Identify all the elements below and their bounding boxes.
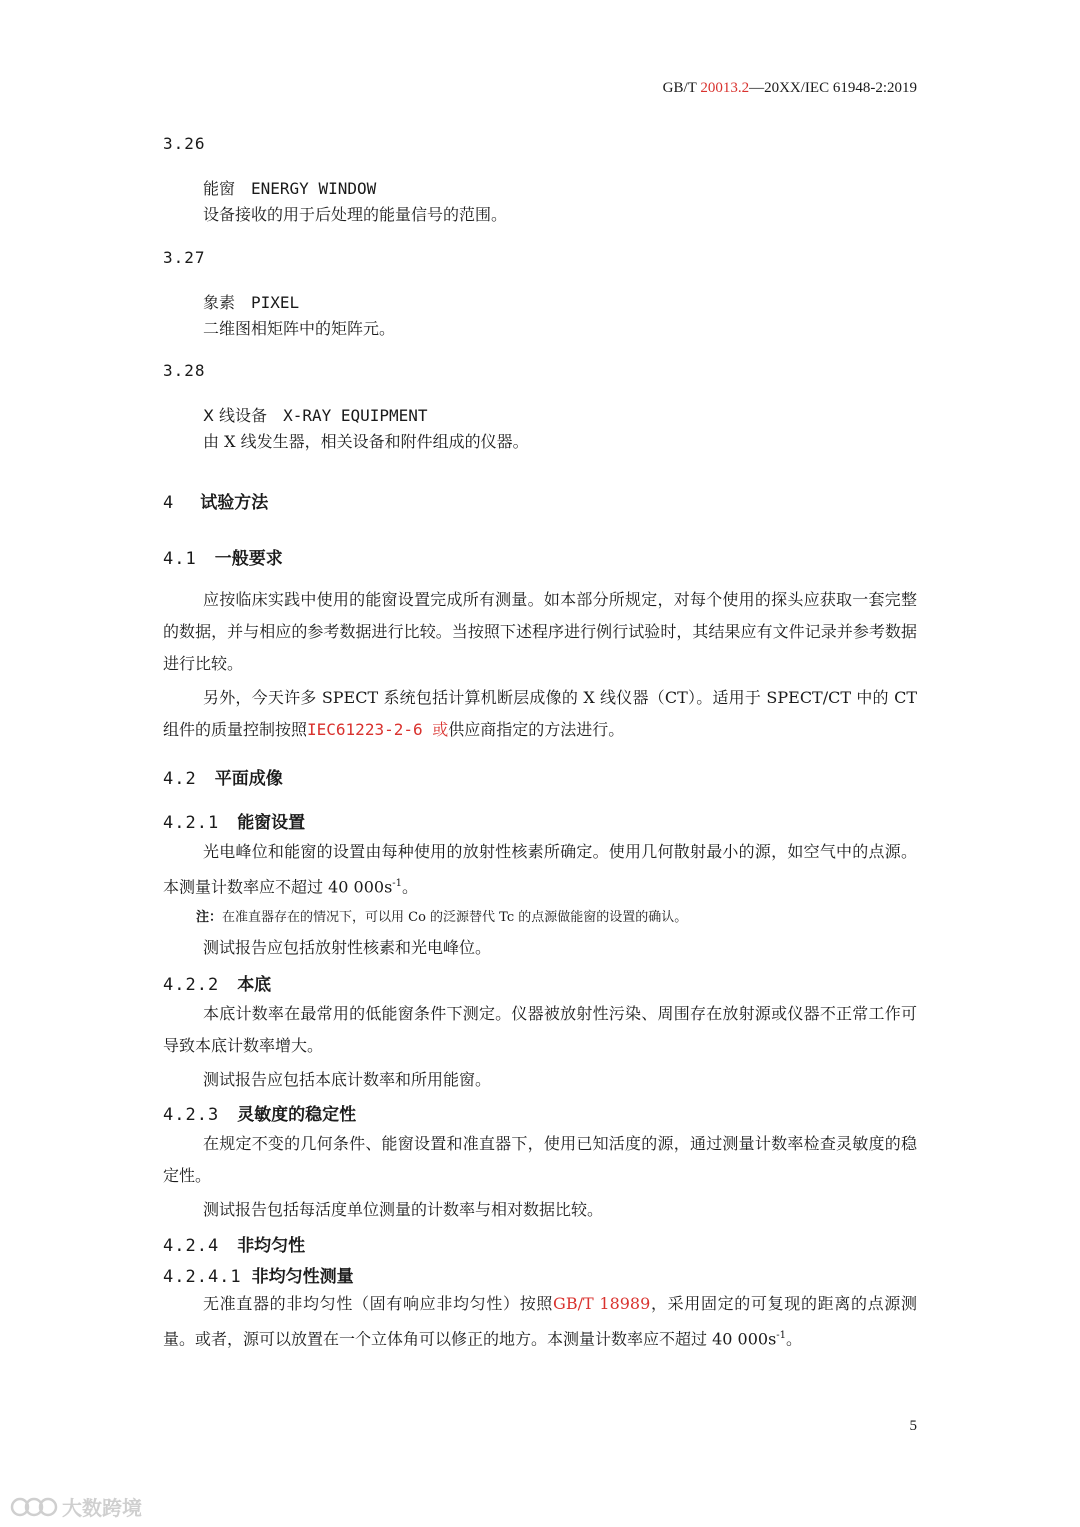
section-title: 平面成像 xyxy=(214,769,283,789)
paragraph: 应按临床实践中使用的能窗设置完成所有测量。如本部分所规定，对每个使用的探头应获取一套完整的数据，并与相应的参考数据进行比较。当按照下述程序进行例行试验时，其结果应有文件记录并参考数据进行比较。 xyxy=(163,590,917,673)
section-heading xyxy=(163,764,283,789)
term-title xyxy=(203,403,428,426)
section-title: 试验方法 xyxy=(200,493,269,513)
paragraph: 本底计数率在最常用的低能窗条件下测定。仪器被放射性污染、周围存在放射源或仪器不正常工作可导致本底计数率增大。 xyxy=(163,1004,917,1055)
section-heading xyxy=(163,1231,305,1256)
paragraph: 测试报告包括每活度单位测量的计数率与相对数据比较。 xyxy=(203,1200,604,1219)
watermark-text: 大数跨境 xyxy=(62,1496,142,1520)
superscript: -1 xyxy=(776,1330,787,1341)
note-text: 在准直器存在的情况下，可以用 Co 的泛源替代 Tc 的点源做能窗的设置的确认。 xyxy=(222,910,688,925)
paragraph: 测试报告应包括放射性核素和光电峰位。 xyxy=(203,938,492,957)
superscript: -1 xyxy=(392,878,403,889)
paragraph xyxy=(163,1288,917,1355)
section-number: 4.2.3 xyxy=(163,1105,220,1125)
term-cn: 象素 xyxy=(203,293,236,312)
term-definition: 二维图相矩阵中的矩阵元。 xyxy=(203,319,396,338)
section-title: 灵敏度的稳定性 xyxy=(237,1105,357,1125)
term-title xyxy=(203,290,299,313)
section-number: 4 xyxy=(163,493,175,513)
paragraph: 测试报告应包括本底计数率和所用能窗。 xyxy=(203,1070,492,1089)
section-heading xyxy=(163,1262,354,1287)
section-title: 非均匀性测量 xyxy=(251,1267,354,1287)
standard-reference-link[interactable]: IEC61223-2-6 或 xyxy=(307,720,449,739)
watermark-logo-icon xyxy=(10,1494,58,1520)
term-definition: 设备接收的用于后处理的能量信号的范围。 xyxy=(203,205,508,224)
paragraph-text: 供应商指定的方法进行。 xyxy=(448,720,625,739)
section-number: 4.2.4.1 xyxy=(163,1267,242,1287)
section-title: 能窗设置 xyxy=(237,813,306,833)
term-en: PIXEL xyxy=(251,293,300,312)
paragraph-text: 光电峰位和能窗的设置由每种使用的放射性核素所确定。使用几何散射最小的源，如空气中的点源。本测量计数率应不超过 40 000s xyxy=(163,842,917,897)
paragraph-text: 。 xyxy=(786,1329,803,1349)
header-suffix: —20XX/IEC 61948-2:2019 xyxy=(749,80,917,96)
paragraph-text: 另外，今天许多 SPECT 系统包括计算机断层成像的 X 线仪器（CT）。适用于 SPECT/CT 中的 CT 组件的质量控制按照 xyxy=(163,688,917,739)
page-header xyxy=(663,80,917,97)
term-number: 3.27 xyxy=(163,248,206,267)
term-definition: 由 X 线发生器，相关设备和附件组成的仪器。 xyxy=(203,432,529,451)
standard-reference-link[interactable]: GB/T 18989 xyxy=(553,1294,651,1313)
term-en: ENERGY WINDOW xyxy=(251,179,377,198)
term-title xyxy=(203,176,376,199)
header-prefix: GB/T xyxy=(662,80,701,96)
paragraph-text: ，采用固定的可复现的距离的点源测量。或者，源可以放置在一个立体角可以修正的地方。本测量计数率应不超过 40 000s xyxy=(163,1294,917,1349)
note xyxy=(196,906,687,925)
section-title: 一般要求 xyxy=(214,549,283,569)
watermark xyxy=(10,1492,142,1521)
term-number: 3.28 xyxy=(163,361,206,380)
paragraph xyxy=(163,836,917,903)
section-heading xyxy=(163,1100,356,1125)
paragraph: 在规定不变的几何条件、能窗设置和准直器下，使用已知活度的源，通过测量计数率检查灵敏度的稳定性。 xyxy=(163,1134,917,1185)
section-heading xyxy=(163,970,271,995)
section-heading xyxy=(163,488,268,513)
header-ref: 20013.2 xyxy=(700,80,750,96)
section-title: 本底 xyxy=(237,975,272,995)
section-heading xyxy=(163,808,305,833)
paragraph xyxy=(163,682,917,746)
paragraph-text: 。 xyxy=(402,877,419,897)
section-number: 4.2.2 xyxy=(163,975,220,995)
page-number: 5 xyxy=(909,1418,917,1434)
section-title: 非均匀性 xyxy=(237,1236,306,1256)
term-cn: X 线设备 xyxy=(203,406,268,425)
term-en: X-RAY EQUIPMENT xyxy=(283,406,428,425)
paragraph-text: 无准直器的非均匀性（固有响应非均匀性）按照 xyxy=(203,1294,554,1313)
term-number: 3.26 xyxy=(163,134,206,153)
section-number: 4.2.4 xyxy=(163,1236,220,1256)
section-number: 4.1 xyxy=(163,549,197,569)
note-label: 注： xyxy=(196,910,223,925)
section-number: 4.2 xyxy=(163,769,197,789)
section-number: 4.2.1 xyxy=(163,813,220,833)
term-cn: 能窗 xyxy=(203,179,236,198)
section-heading xyxy=(163,544,283,569)
